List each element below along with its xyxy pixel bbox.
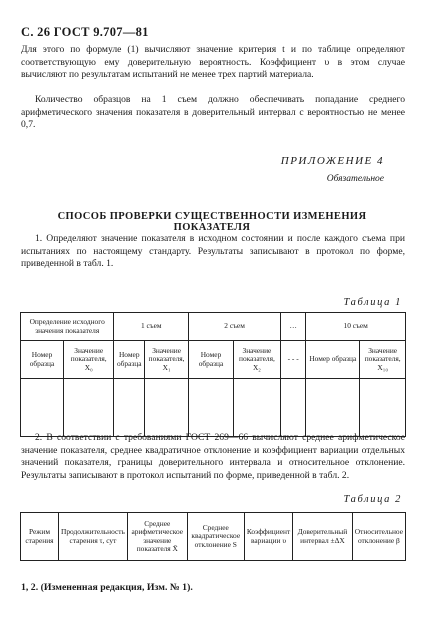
- table1-col-value0: Значение показателя, X₀: [64, 341, 114, 379]
- intro-paragraph-2: Количество образцов на 1 съем должно обеспечивать попадание среднего арифметического значения показателя в доверительный интервал с вероятностью не менее 0,7.: [21, 94, 405, 131]
- table1-empty-cell: [233, 379, 280, 437]
- appendix-title: ПРИЛОЖЕНИЕ 4: [280, 155, 384, 167]
- table1-empty-cell: [21, 379, 64, 437]
- table1-col-value2: Значение показателя, X₂: [233, 341, 280, 379]
- table2-col-mean: Среднее арифметическое значение показателя X̄: [127, 513, 187, 561]
- appendix-subtitle: Обязательное: [326, 174, 384, 184]
- table1-col-number-s10: Номер образца: [306, 341, 360, 379]
- intro-paragraph-1: Для этого по формуле (1) вычисляют значение критерия t и по таблице определяют соответствующую ему доверительную вероятность. Коэффициент υ в этом случае вычисляют по результатам испытаний не менее трех партий материала.: [21, 44, 405, 81]
- table2-caption: Таблица 2: [343, 494, 402, 505]
- section-title: СПОСОБ ПРОВЕРКИ СУЩЕСТВЕННОСТИ ИЗМЕНЕНИЯ ПОКАЗАТЕЛЯ: [57, 211, 367, 233]
- table1-empty-cell: [281, 379, 306, 437]
- footnote: 1, 2. (Измененная редакция, Изм. № 1).: [21, 582, 193, 593]
- table1-empty-cell: [64, 379, 114, 437]
- table1-empty-cell: [189, 379, 234, 437]
- table1-empty-cell: [114, 379, 145, 437]
- table-1: [20, 312, 406, 437]
- table1-col-value10: Значение показателя, X₁₀: [360, 341, 406, 379]
- table1-empty-cell: [306, 379, 360, 437]
- table2-col-interval: Доверительный интервал ±ΔX: [293, 513, 353, 561]
- table1-header-initial: Определение исходного значения показателя: [21, 313, 114, 341]
- table1-empty-cell: [145, 379, 189, 437]
- page-header: С. 26 ГОСТ 9.707—81: [21, 25, 149, 39]
- table1-col-number: Номер образца: [21, 341, 64, 379]
- table2-col-stddev: Среднее квадратическое отклонение S: [187, 513, 244, 561]
- paragraph-2: 2. В соответствии с требованиями ГОСТ 269—66 вычисляют среднее арифметическое значение показателя, среднее квадратичное отклонение и коэффициент вариации отдельных значений показателя, границы доверительного интервала и относительное отклонение. Результаты записывают в протокол испытаний по форме, приведенной в табл. 2.: [21, 432, 405, 481]
- table1-empty-cell: [360, 379, 406, 437]
- paragraph-1: 1. Определяют значение показателя в исходном состоянии и после каждого съема при испытаниях по настоящему стандарту. Результаты записывают в протокол по форме, приведенной в табл. 1.: [21, 233, 405, 270]
- table1-col-dots: - - -: [281, 341, 306, 379]
- table2-col-regime: Режим старения: [21, 513, 59, 561]
- table1-col-value1: Значение показателя, X₁: [145, 341, 189, 379]
- table2-col-variation: Коэффициент вариации υ: [244, 513, 292, 561]
- table1-caption: Таблица 1: [343, 297, 402, 308]
- table2-col-duration: Продолжительность старения τ, сут: [58, 513, 127, 561]
- table1-col-number-s2: Номер образца: [189, 341, 234, 379]
- table-2: [20, 512, 406, 561]
- table1-header-s2: 2 съем: [189, 313, 281, 341]
- table1-header-dots: …: [281, 313, 306, 341]
- table1-header-s10: 10 съем: [306, 313, 406, 341]
- table1-col-number-s1: Номер образца: [114, 341, 145, 379]
- table2-col-deviation: Относительное отклонение β: [352, 513, 405, 561]
- table1-header-s1: 1 съем: [114, 313, 189, 341]
